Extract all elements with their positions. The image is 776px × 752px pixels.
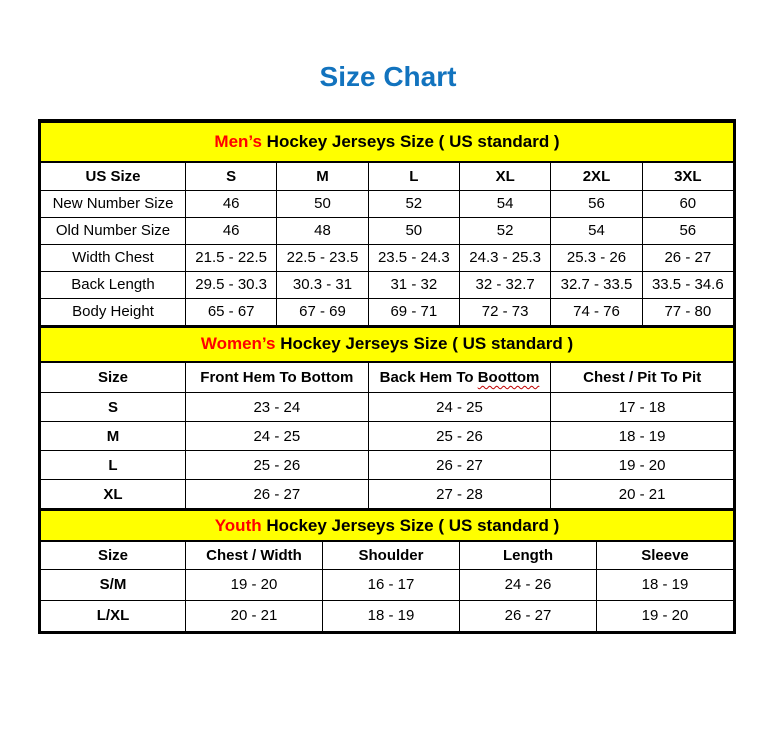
table-row (41, 422, 734, 451)
column-header-cell: Shoulder (323, 541, 460, 569)
value-cell: 20 - 21 (186, 600, 323, 631)
table-row (41, 480, 734, 509)
row-label-cell: M (41, 422, 186, 451)
value-cell: 30.3 - 31 (277, 271, 368, 298)
row-label-cell: Body Height (41, 298, 186, 325)
column-header-row (41, 362, 734, 393)
value-cell: 27 - 28 (368, 480, 551, 509)
table-row (41, 569, 734, 600)
value-cell: 67 - 69 (277, 298, 368, 325)
value-cell: 26 - 27 (186, 480, 369, 509)
column-header-cell: Chest / Pit To Pit (551, 362, 734, 393)
column-header-cell: Size (41, 362, 186, 393)
value-cell: 29.5 - 30.3 (186, 271, 277, 298)
column-header-cell: Size (41, 541, 186, 569)
value-cell: 31 - 32 (368, 271, 459, 298)
mens-banner-row (41, 122, 734, 162)
banner-text: Hockey Jerseys Size ( US standard ) (261, 515, 560, 535)
value-cell: 52 (368, 190, 459, 217)
value-cell: 19 - 20 (551, 451, 734, 480)
value-cell: 18 - 19 (597, 569, 734, 600)
value-cell: 24 - 26 (460, 569, 597, 600)
table-row (41, 393, 734, 422)
size-chart (38, 119, 736, 634)
row-label-cell: L (41, 451, 186, 480)
column-header-cell: L (368, 162, 459, 190)
value-cell: 22.5 - 23.5 (277, 244, 368, 271)
row-label-cell: Width Chest (41, 244, 186, 271)
table-row (41, 217, 734, 244)
mens-table-banner (41, 122, 734, 162)
table-row (41, 600, 734, 631)
table-row (41, 244, 734, 271)
value-cell: 24.3 - 25.3 (459, 244, 550, 271)
banner-highlight: Youth (214, 515, 262, 535)
value-cell: 74 - 76 (551, 298, 642, 325)
row-label-cell: Old Number Size (41, 217, 186, 244)
column-header-cell: Chest / Width (186, 541, 323, 569)
mens-size-table (40, 121, 734, 326)
value-cell: 20 - 21 (551, 480, 734, 509)
column-header-cell: Back Hem To Boottom (368, 362, 551, 393)
value-cell: 25 - 26 (186, 451, 369, 480)
column-header-cell: US Size (41, 162, 186, 190)
value-cell: 17 - 18 (551, 393, 734, 422)
value-cell: 23.5 - 24.3 (368, 244, 459, 271)
row-label-cell: L/XL (41, 600, 186, 631)
womens-size-table (40, 326, 734, 510)
youth-table-banner (41, 510, 734, 541)
table-row (41, 298, 734, 325)
column-header-cell: Front Hem To Bottom (186, 362, 369, 393)
table-row (41, 190, 734, 217)
banner-highlight: Women’s (200, 334, 276, 353)
column-header-cell: S (186, 162, 277, 190)
row-label-cell: S/M (41, 569, 186, 600)
youth-banner-row (41, 510, 734, 541)
value-cell: 60 (642, 190, 733, 217)
youth-size-table (40, 509, 734, 632)
value-cell: 32 - 32.7 (459, 271, 550, 298)
row-label-cell: XL (41, 480, 186, 509)
column-header-row (41, 541, 734, 569)
column-header-cell: 3XL (642, 162, 733, 190)
banner-text: Hockey Jerseys Size ( US standard ) (261, 132, 560, 151)
value-cell: 56 (642, 217, 733, 244)
row-label-cell: Back Length (41, 271, 186, 298)
value-cell: 26 - 27 (368, 451, 551, 480)
value-cell: 25 - 26 (368, 422, 551, 451)
table-row (41, 451, 734, 480)
value-cell: 72 - 73 (459, 298, 550, 325)
womens-table-banner (41, 327, 734, 362)
value-cell: 77 - 80 (642, 298, 733, 325)
value-cell: 21.5 - 22.5 (186, 244, 277, 271)
page-title: Size Chart (319, 61, 457, 92)
value-cell: 54 (551, 217, 642, 244)
row-label-cell: S (41, 393, 186, 422)
value-cell: 54 (459, 190, 550, 217)
value-cell: 69 - 71 (368, 298, 459, 325)
value-cell: 46 (186, 217, 277, 244)
value-cell: 23 - 24 (186, 393, 369, 422)
womens-banner-row (41, 327, 734, 362)
banner-text: Hockey Jerseys Size ( US standard ) (275, 334, 574, 353)
value-cell: 18 - 19 (551, 422, 734, 451)
column-header-cell: Length (460, 541, 597, 569)
value-cell: 65 - 67 (186, 298, 277, 325)
column-header-cell: M (277, 162, 368, 190)
value-cell: 24 - 25 (186, 422, 369, 451)
value-cell: 19 - 20 (597, 600, 734, 631)
value-cell: 24 - 25 (368, 393, 551, 422)
column-header-row (41, 162, 734, 190)
value-cell: 50 (277, 190, 368, 217)
value-cell: 56 (551, 190, 642, 217)
value-cell: 33.5 - 34.6 (642, 271, 733, 298)
misspelled-word: Boottom (477, 368, 540, 386)
value-cell: 52 (459, 217, 550, 244)
column-header-cell: XL (459, 162, 550, 190)
value-cell: 18 - 19 (323, 600, 460, 631)
row-label-cell: New Number Size (41, 190, 186, 217)
value-cell: 50 (368, 217, 459, 244)
value-cell: 46 (186, 190, 277, 217)
value-cell: 26 - 27 (642, 244, 733, 271)
banner-highlight: Men’s (214, 132, 262, 151)
value-cell: 19 - 20 (186, 569, 323, 600)
value-cell: 16 - 17 (323, 569, 460, 600)
column-header-cell: Sleeve (597, 541, 734, 569)
column-header-cell: 2XL (551, 162, 642, 190)
value-cell: 26 - 27 (460, 600, 597, 631)
value-cell: 48 (277, 217, 368, 244)
table-row (41, 271, 734, 298)
value-cell: 25.3 - 26 (551, 244, 642, 271)
value-cell: 32.7 - 33.5 (551, 271, 642, 298)
